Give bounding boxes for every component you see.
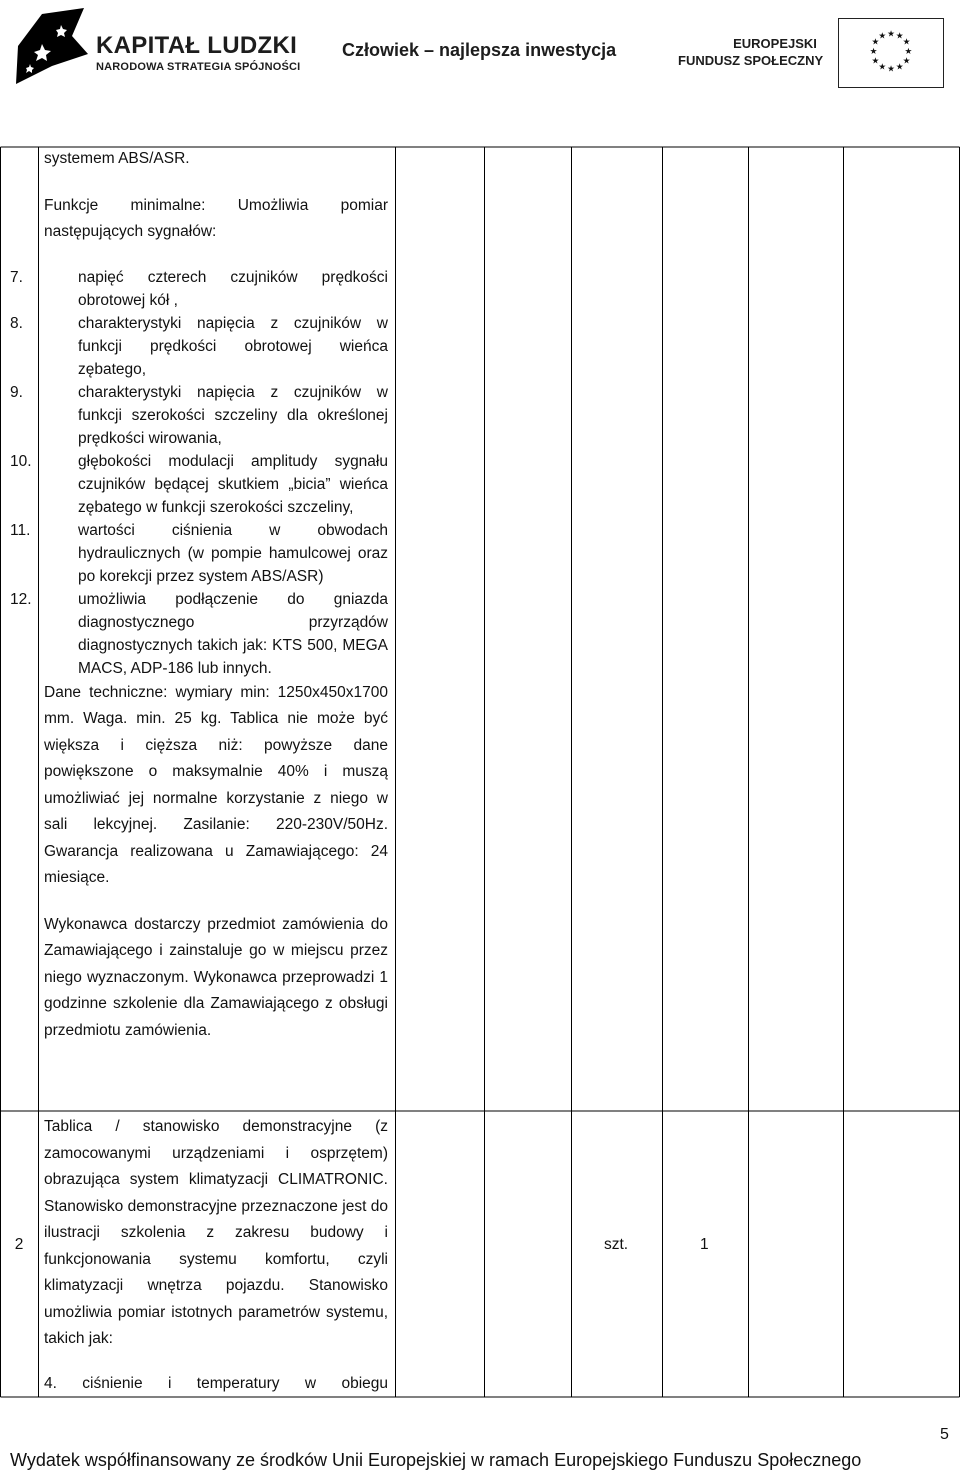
svg-text:★: ★ [895,31,904,42]
svg-text:★: ★ [895,62,904,73]
row1-description [10,146,388,1044]
row1-technical-data: Dane techniczne: wymiary min: 1250x450x1700 mm. Waga. min. 25 kg. Tablica nie może być większa i cięższa niż: powyższe dane powiększone o maksymalnie 40% i muszą umożliwiać jej normalne korzystanie z niego w sali lekcyjnej. Zasilanie: 220-230V/50Hz. Gwarancja realizowana u Zamawiającego: 24 miesiące. [44,683,388,886]
svg-text:★: ★ [878,31,887,42]
page-number: 5 [940,1426,949,1443]
row2-description [44,1114,388,1397]
kapital-ludzki-subtitle: NARODOWA STRATEGIA SPÓJNOŚCI [96,61,301,73]
list-item: 9. charakterystyki napięcia z czujników w funkcji szerokości szczeliny dla określonej prędkości wirowania, [10,383,388,447]
slogan: Człowiek – najlepsza inwestycja [342,40,617,60]
row2-quantity: 1 [700,1236,709,1253]
eu-fund-line1: EUROPEJSKI [733,36,817,51]
row2-text: Tablica / stanowisko demonstracyjne (z zamocowanymi urządzeniami i osprzętem) obrazująca system klimatyzacji CLIMATRONIC. Stanowisko demonstracyjne przeznaczone jest do ilustracji szkolenia z zakresu budowy i funkcjonowania systemu komfortu, czyli klimatyzacji wnętrza pojazdu. Stanowisko umożliwia pomiar istotnych parametrów systemu, takich jak: [44,1118,388,1347]
svg-text:★: ★ [869,46,878,57]
row2-number: 2 [14,1236,24,1253]
svg-text:★: ★ [887,29,895,40]
row1-intro: systemem ABS/ASR. [44,150,190,167]
kapital-ludzki-title: KAPITAŁ LUDZKI [96,32,298,59]
list-item: 8. charakterystyki napięcia z czujników w funkcji prędkości obrotowej wieńca zębatego, [10,314,388,378]
svg-text:★: ★ [902,56,911,67]
row2-unit: szt. [604,1236,629,1253]
footer-text: Wydatek współfinansowany ze środków Unii Europejskiej w ramach Europejskiego Funduszu Społecznego [10,1450,862,1470]
row2-item4: 4. ciśnienie i temperatury w obiegu [44,1374,388,1392]
svg-text:★: ★ [902,37,911,48]
list-item: 11. wartości ciśnienia w obwodach hydraulicznych (w pompie hamulcowej oraz po korekcji przez system ABS/ASR) [10,521,388,585]
row1-supplier-terms: Wykonawca dostarczy przedmiot zamówienia do Zamawiającego i zainstaluje go w miejscu przez niego wyznaczonym. Wykonawca przeprowadzi 1 godzinne szkolenie dla Zamawiającego z obsługi przedmiotu zamówienia. [44,915,388,1039]
svg-text:★: ★ [904,46,913,57]
svg-text:★: ★ [871,37,880,48]
list-item: 10. głębokości modulacji amplitudy sygnału czujników będącej skutkiem „bicia” wieńca zębatego w funkcji szerokości szczeliny, [10,452,388,516]
eu-fund-line2: FUNDUSZ SPOŁECZNY [678,53,824,68]
svg-text:★: ★ [887,64,895,75]
svg-text:★: ★ [878,62,887,73]
row1-functions: Funkcje minimalne: Umożliwia pomiar następujących sygnałów: [44,196,388,240]
list-item: 12. umożliwia podłączenie do gniazda diagnostycznego przyrządów diagnostycznych takich jak: KTS 500, MEGA MACS, ADP-186 lub innych. [10,590,388,677]
row1-list [10,266,388,680]
list-item: 7. napięć czterech czujników prędkości obrotowej kół , [10,268,388,309]
svg-text:★: ★ [871,56,880,67]
